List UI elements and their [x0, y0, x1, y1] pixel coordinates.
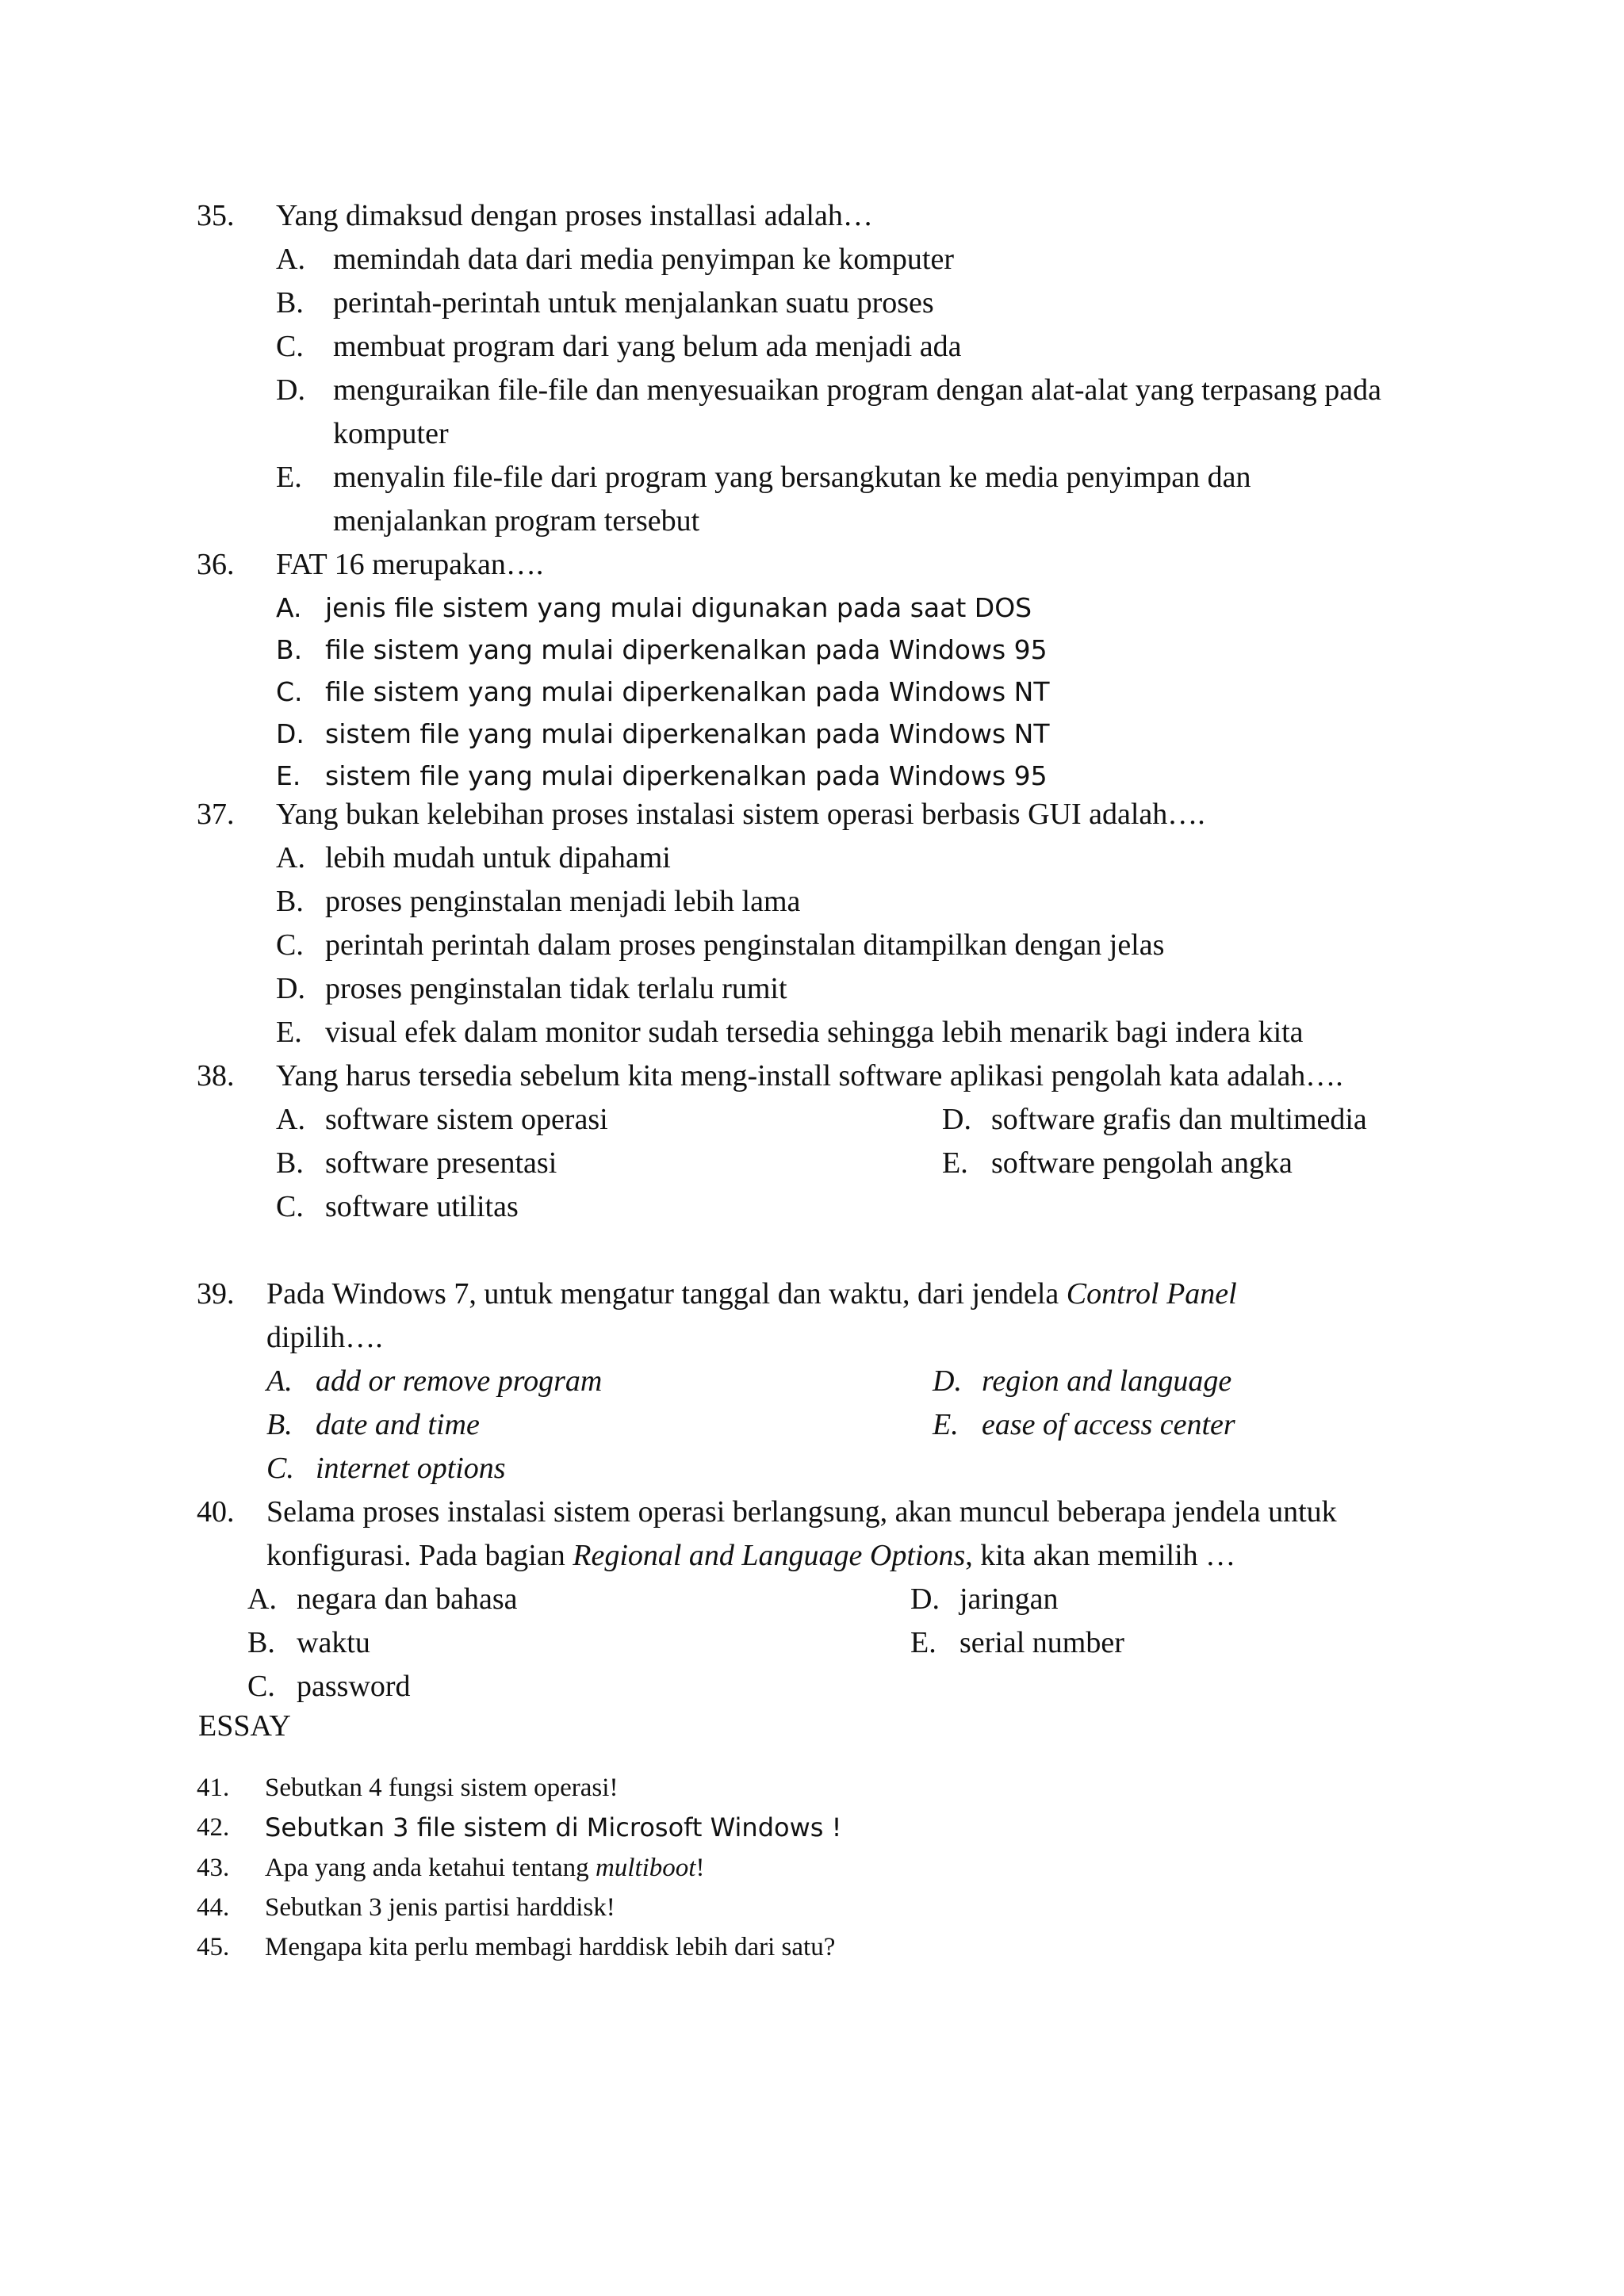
option-b: B. waktu: [247, 1626, 370, 1659]
option-d: D. jaringan: [910, 1582, 1059, 1616]
option-a: A. jenis file sistem yang mulai digunakan pada saat DOS: [276, 592, 1032, 623]
option-e: E. sistem file yang mulai diperkenalkan pada Windows 95: [276, 760, 1048, 791]
option-b: B. file sistem yang mulai diperkenalkan pada Windows 95: [276, 634, 1048, 665]
option-c: C. perintah perintah dalam proses penginstalan ditampilkan dengan jelas: [276, 928, 1165, 962]
essay-item-43: 43. Apa yang anda ketahui tentang multiboot!: [197, 1854, 705, 1882]
essay-heading: ESSAY: [198, 1709, 291, 1743]
option-e: E. visual efek dalam monitor sudah tersedia sehingga lebih menarik bagi indera kita: [276, 1016, 1304, 1049]
question-stem: Yang dimaksud dengan proses installasi adalah…: [276, 199, 873, 232]
option-a: A. negara dan bahasa: [247, 1582, 518, 1616]
option-e: E. ease of access center: [933, 1408, 1235, 1441]
question-stem: Pada Windows 7, untuk mengatur tanggal dan waktu, dari jendela Control Panel dipilih….: [266, 1277, 1237, 1354]
option-c: C. software utilitas: [276, 1190, 519, 1223]
option-d: D. sistem file yang mulai diperkenalkan pada Windows NT: [276, 718, 1050, 749]
question-stem: FAT 16 merupakan….: [276, 548, 544, 581]
option-list: [276, 587, 1434, 797]
question-stem: Selama proses instalasi sistem operasi berlangsung, akan muncul beberapa jendela untuk konfigurasi. Pada bagian Regional and Language Options, kita akan memilih …: [266, 1495, 1337, 1572]
option-c: C. internet options: [266, 1452, 506, 1485]
option-d: D. proses penginstalan tidak terlalu rumit: [276, 972, 787, 1005]
question-number: 35.: [197, 199, 235, 232]
question-39: [197, 1272, 1434, 1490]
option-grid: [247, 1578, 1465, 1709]
option-b: B. software presentasi: [276, 1146, 557, 1180]
option-b: B. proses penginstalan menjadi lebih lama: [276, 885, 801, 918]
question-36: [197, 543, 1434, 797]
option-d: D. region and language: [933, 1364, 1232, 1398]
option-list: [276, 238, 1434, 543]
essay-item-44: 44. Sebutkan 3 jenis partisi harddisk!: [197, 1893, 615, 1922]
option-a: A. add or remove program: [266, 1364, 603, 1398]
essay-item-42: 42. Sebutkan 3 file sistem di Microsoft Windows !: [197, 1812, 842, 1843]
question-number: 37.: [197, 798, 235, 831]
option-grid: [266, 1360, 1434, 1490]
question-number: 38.: [197, 1059, 235, 1093]
option-e: E. serial number: [910, 1626, 1124, 1659]
option-a: A. lebih mudah untuk dipahami: [276, 841, 671, 874]
option-a: A. memindah data dari media penyimpan ke komputer: [276, 243, 954, 276]
option-grid: [276, 1098, 1434, 1229]
question-number: 39.: [197, 1277, 235, 1311]
option-c: C. file sistem yang mulai diperkenalkan pada Windows NT: [276, 676, 1050, 707]
option-d: D. menguraikan file-file dan menyesuaikan program dengan alat-alat yang terpasang pada komputer: [276, 373, 1382, 450]
question-stem: Yang harus tersedia sebelum kita meng-install software aplikasi pengolah kata adalah….: [276, 1059, 1343, 1093]
option-list: [276, 836, 1481, 1054]
option-e: E. software pengolah angka: [942, 1146, 1293, 1180]
option-b: B. perintah-perintah untuk menjalankan suatu proses: [276, 286, 934, 320]
essay-item-45: 45. Mengapa kita perlu membagi harddisk lebih dari satu?: [197, 1933, 836, 1961]
essay-item-41: 41. Sebutkan 4 fungsi sistem operasi!: [197, 1774, 619, 1802]
option-c: C. membuat program dari yang belum ada menjadi ada: [276, 330, 962, 363]
question-40: [197, 1490, 1465, 1709]
question-stem: Yang bukan kelebihan proses instalasi sistem operasi berbasis GUI adalah….: [276, 798, 1205, 831]
option-a: A. software sistem operasi: [276, 1103, 608, 1136]
question-37: [197, 793, 1481, 1054]
option-c: C. password: [247, 1670, 411, 1703]
option-d: D. software grafis dan multimedia: [942, 1103, 1367, 1136]
question-number: 36.: [197, 548, 235, 581]
option-e: E. menyalin file-file dari program yang bersangkutan ke media penyimpan dan menjalankan program tersebut: [276, 461, 1251, 538]
essay-list: [197, 1768, 841, 1967]
question-number: 40.: [197, 1495, 235, 1529]
option-b: B. date and time: [266, 1408, 480, 1441]
question-38: [197, 1054, 1434, 1229]
question-35: [197, 194, 1434, 543]
